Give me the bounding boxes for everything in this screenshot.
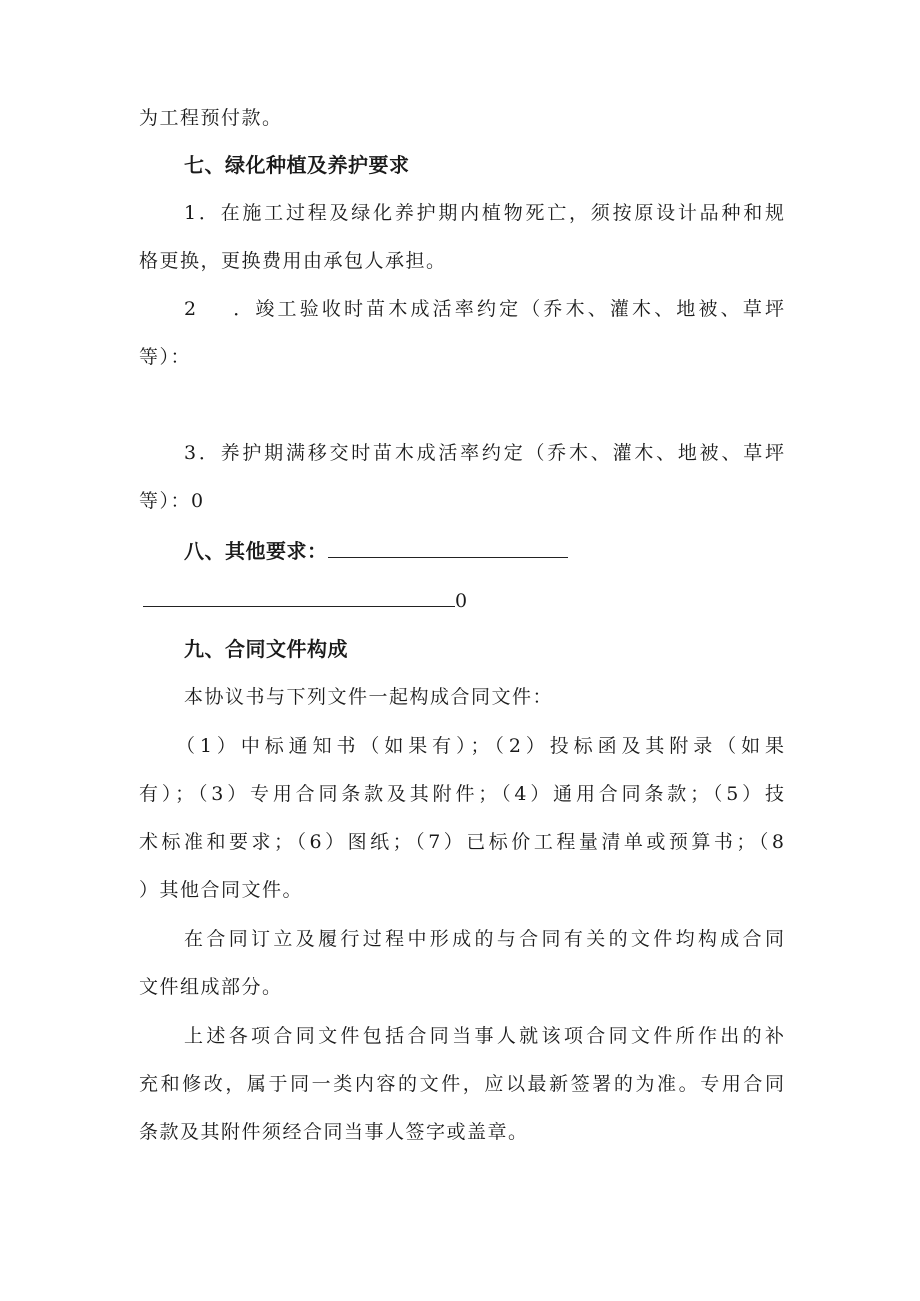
- para-formed-docs-line-2: 文件组成部分。: [139, 976, 283, 998]
- contract-docs-list-line-4: ）其他合同文件。: [139, 879, 304, 901]
- other-requirements-end: 0: [455, 590, 469, 612]
- other-requirements-line-2: [139, 586, 784, 616]
- section-9-heading: 九、合同文件构成: [184, 637, 348, 661]
- item-7-1-line-2: 格更换，更换费用由承包人承担。: [139, 250, 447, 272]
- item-7-2-text: ．竣工验收时苗木成活率约定（乔木、灌木、地被、草坪: [230, 298, 784, 320]
- contract-docs-list-line-1: （1）中标通知书（如果有）；（2）投标函及其附录（如果: [176, 735, 784, 757]
- item-7-3-line-2: 等）：0: [139, 490, 205, 512]
- para-formed-docs-line-1: 在合同订立及履行过程中形成的与合同有关的文件均构成合同: [184, 928, 784, 950]
- other-requirements-blank-2: [143, 588, 455, 607]
- item-7-1-line-1: 1．在施工过程及绿化养护期内植物死亡，须按原设计品种和规: [184, 202, 784, 224]
- section-7-heading: 七、绿化种植及养护要求: [184, 153, 410, 177]
- section-8-heading: [184, 536, 784, 566]
- para-supplement-line-1: 上述各项合同文件包括合同当事人就该项合同文件所作出的补: [184, 1025, 784, 1047]
- item-7-2-line-1: [184, 294, 784, 324]
- section-8-label: 八、其他要求：: [184, 539, 328, 563]
- item-7-3-line-1: 3．养护期满移交时苗木成活率约定（乔木、灌木、地被、草坪: [184, 442, 784, 464]
- item-7-2-line-2: 等）：: [139, 346, 192, 368]
- item-7-2-number: 2: [184, 298, 197, 320]
- para-advance-payment-tail: 为工程预付款。: [139, 107, 283, 129]
- para-supplement-line-2: 充和修改，属于同一类内容的文件，应以最新签署的为准。专用合同: [139, 1073, 784, 1095]
- other-requirements-blank: [328, 539, 568, 558]
- para-supplement-line-3: 条款及其附件须经合同当事人签字或盖章。: [139, 1121, 529, 1143]
- contract-docs-list-line-3: 术标准和要求；（6）图纸；（7）已标价工程量清单或预算书；（8: [139, 831, 784, 853]
- contract-docs-intro: 本协议书与下列文件一起构成合同文件：: [184, 686, 554, 708]
- contract-docs-list-line-2: 有）；（3）专用合同条款及其附件；（4）通用合同条款；（5）技: [139, 783, 784, 805]
